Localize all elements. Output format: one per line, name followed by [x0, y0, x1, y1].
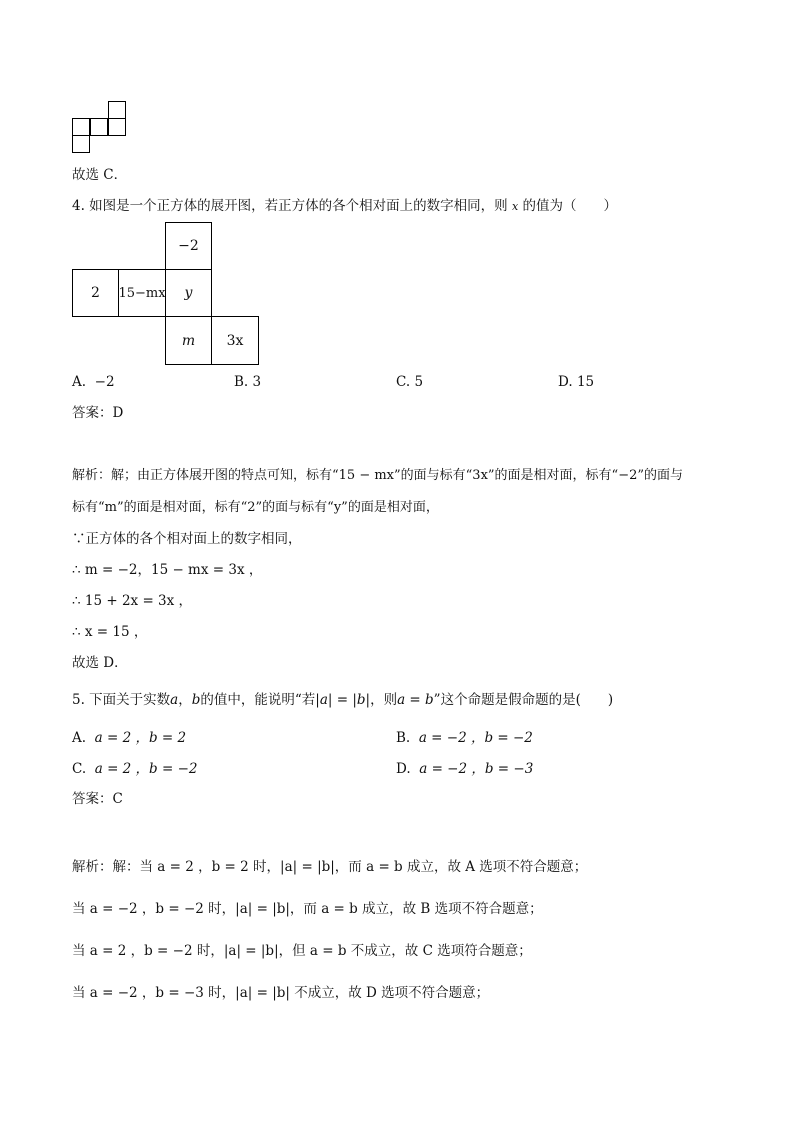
option-text: 15 [576, 374, 595, 390]
q4-conclusion: 故选 D． [72, 655, 128, 671]
option-label: B. [234, 374, 249, 390]
q5-stem [72, 691, 613, 709]
q4-analysis-line-2: 标有“m”的面是相对面，标有“2”的面与标有“y”的面是相对面， [72, 500, 439, 515]
option-text: 3 [252, 374, 262, 390]
q5-stem-part: ，则 [370, 692, 398, 708]
option-label: A. [72, 730, 87, 746]
q5-stem-abs-equation: |a| = |b| [315, 692, 371, 708]
q5-analysis-line-3: 当 a = 2 ，b = −2 时，|a| = |b|，但 a = b 不成立，故 C 选项符合题意； [72, 943, 532, 959]
q4-option-b[interactable] [234, 373, 261, 391]
q4-analysis-line-3: ∵正方体的各个相对面上的数字相同， [72, 531, 302, 547]
q4-stem-tail: 的值为（ ） [522, 198, 617, 214]
option-label: B. [396, 730, 411, 746]
net-face-top: −2 [165, 222, 212, 270]
option-text: a = −2 ，b = −2 [418, 730, 533, 746]
option-label: D. [396, 761, 411, 777]
option-label: C. [396, 374, 411, 390]
net-face-bottom: m [165, 316, 212, 365]
q3-answer-line: 故选 C． [72, 167, 128, 183]
q5-stem-part: ， [178, 692, 192, 708]
q5-answer: 答案：C [72, 791, 123, 807]
net-square [108, 118, 126, 136]
q5-stem-part: 的值中，能说明“若 [200, 692, 316, 708]
q5-analysis-line-2: 当 a = −2 ，b = −2 时，|a| = |b|，而 a = b 成立，故 B 选项不符合题意； [72, 901, 543, 917]
net-square [108, 101, 126, 119]
option-text: a = 2 ，b = −2 [94, 761, 198, 777]
q5-stem-var-a: a [170, 692, 179, 708]
option-text: 5 [414, 374, 424, 390]
q4-analysis-line-5: ∴ 15 + 2x = 3x ， [72, 593, 193, 609]
q5-stem-part: ”这个命题是假命题的是( ) [433, 692, 614, 708]
option-label: A. [72, 374, 87, 390]
q4-option-d[interactable] [558, 373, 594, 391]
option-text: −2 [94, 374, 115, 390]
net-face-center: y [165, 269, 212, 317]
net-face-left: 2 [72, 269, 119, 317]
q4-stem-text: 4. 如图是一个正方体的展开图，若正方体的各个相对面上的数字相同，则 [72, 198, 508, 214]
q4-analysis-line-4: ∴ m = −2，15 − mx = 3x ， [72, 562, 263, 578]
q5-analysis-line-1: 解析：解：当 a = 2 ，b = 2 时，|a| = |b|，而 a = b 成立，故 A 选项不符合题意； [72, 859, 588, 875]
q4-answer: 答案：D [72, 405, 124, 421]
q4-stem [72, 197, 617, 216]
option-label: C. [72, 761, 87, 777]
q5-option-d[interactable] [396, 760, 533, 778]
q4-analysis-line-1: 解析：解；由正方体展开图的特点可知，标有“15 − mx”的面与标有“3x”的面是相对面，标有“−2”的面与 [72, 468, 684, 483]
q5-analysis-line-4: 当 a = −2 ，b = −3 时，|a| = |b| 不成立，故 D 选项不符合题意； [72, 985, 490, 1001]
option-text: a = −2 ，b = −3 [419, 761, 534, 777]
q5-option-a[interactable] [72, 729, 186, 747]
q5-stem-part: 5. 下面关于实数 [72, 692, 171, 708]
option-label: D. [558, 374, 573, 390]
q4-option-c[interactable] [396, 373, 423, 391]
net-square [90, 118, 108, 136]
q5-stem-equation: a = b [397, 692, 434, 708]
net-face-bottom-right: 3x [211, 316, 259, 365]
q5-option-b[interactable] [396, 729, 533, 747]
net-face-left-mid: 15−mx [118, 269, 166, 317]
q4-stem-var: x [511, 200, 519, 213]
q5-stem-var-b: b [191, 692, 201, 708]
option-text: a = 2 ，b = 2 [94, 730, 187, 746]
q4-option-a[interactable] [72, 373, 115, 391]
q5-option-c[interactable] [72, 760, 198, 778]
net-square [72, 135, 90, 153]
net-square [72, 118, 90, 136]
q4-analysis-line-6: ∴ x = 15 ， [72, 624, 148, 640]
